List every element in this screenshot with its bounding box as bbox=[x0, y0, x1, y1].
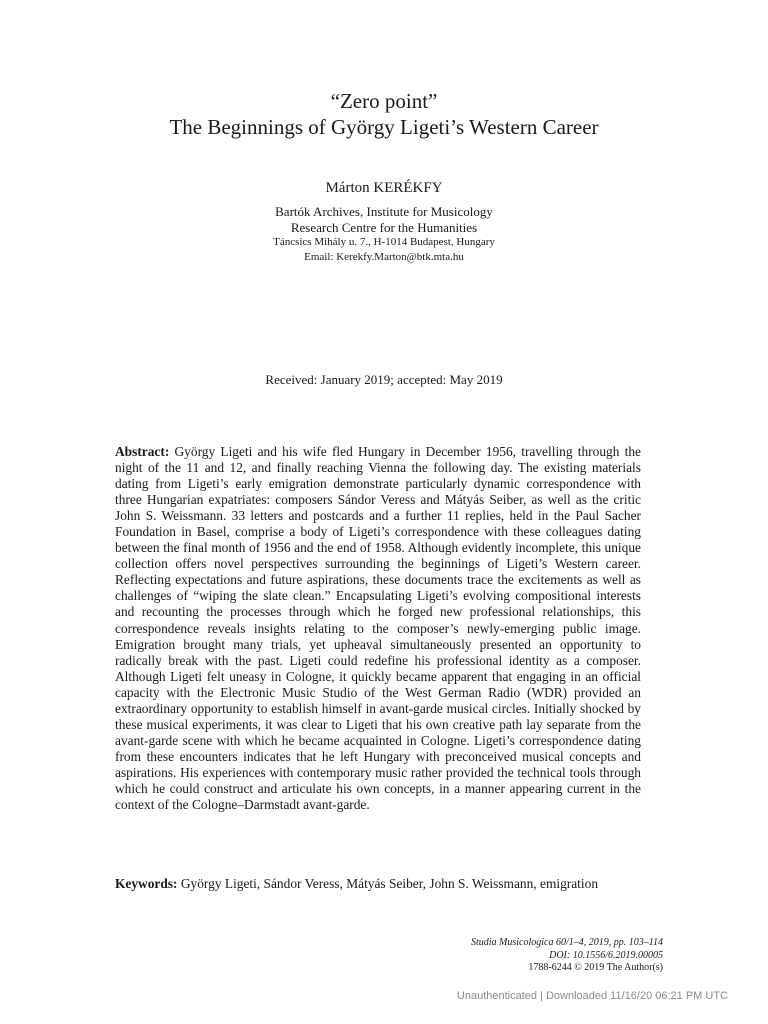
abstract bbox=[115, 444, 641, 813]
abstract-label: Abstract: bbox=[115, 444, 170, 459]
keywords bbox=[115, 875, 641, 892]
author-name: Márton KERÉKFY bbox=[325, 180, 443, 196]
journal-citation: Studia Musicologica 60/1–4, 2019, pp. 103–114 bbox=[470, 937, 663, 948]
doi: DOI: 10.1556/6.2019.00005 bbox=[549, 949, 663, 961]
download-watermark: Unauthenticated | Downloaded 11/16/20 06:21 PM UTC bbox=[456, 990, 728, 1002]
received-accepted-dates: Received: January 2019; accepted: May 2019 bbox=[265, 372, 503, 387]
abstract-text: György Ligeti and his wife fled Hungary in December 1956, travelling through the night of the 11 and 12, and finally reaching Vienna the following day. The existing materials dating from Ligeti’s early emigration demonstrate particularly dynamic correspondence with three Hungarian expatriates: composers Sándor Veress and Mátyás Seiber, as well as the critic John S. Weissmann. 33 letters and postcards and a further 11 replies, held in the Paul Sacher Foundation in Basel, comprise a body of Ligeti’s correspondence with these colleagues dating between the final month of 1956 and the end of 1958. Although evidently incomplete, this unique collection offers novel perspectives surrounding the beginnings of Ligeti’s Western career. Reflecting expectations and future aspirations, these documents trace the excitements as well as challenges of “wiping the slate clean.” Encapsulating Ligeti’s evolving compositional interests and recounting the processes through which he forged new professional relationships, this correspondence reveals insights relating to the composer’s newly-emerging public image. Emigration brought many trials, yet upheaval simultaneously presented an opportunity to radically break with the past. Ligeti could redefine his professional identity as a composer. Although Ligeti felt uneasy in Cologne, it quickly became apparent that engaging in an official capacity with the Electronic Music Studio of the West German Radio (WDR) provided an extraordinary opportunity to establish himself in avant-garde musical circles. Initially shocked by these musical experiments, it was clear to Ligeti that his own creative path lay separate from the avant-garde scene with which he became acquainted in Cologne. Ligeti’s correspondence dating from these encounters indicates that he left Hungary with preconceived musical concepts and aspirations. His experiences with contemporary music rather provided the technical tools through which he could construct and articulate his own concepts, in a manner appearing current in the context of the Cologne–Darmstadt avant-garde. bbox=[115, 444, 641, 813]
title-block bbox=[0, 88, 768, 140]
author-address: Táncsics Mihály u. 7., H-1014 Budapest, Hungary bbox=[273, 236, 495, 248]
article-title-line-1: “Zero point” bbox=[330, 89, 438, 113]
author-affiliation-1: Bartók Archives, Institute for Musicology bbox=[275, 204, 493, 219]
author-email: Email: Kerekfy.Marton@btk.mta.hu bbox=[304, 251, 464, 263]
citation-block bbox=[471, 937, 663, 975]
author-block bbox=[0, 178, 768, 265]
keywords-text: György Ligeti, Sándor Veress, Mátyás Seiber, John S. Weissmann, emigration bbox=[180, 876, 599, 891]
keywords-label: Keywords: bbox=[115, 876, 178, 891]
issn-copyright: 1788-6244 © 2019 The Author(s) bbox=[528, 962, 663, 973]
author-affiliation-2: Research Centre for the Humanities bbox=[290, 219, 478, 235]
article-title-line-2: The Beginnings of György Ligeti’s Western Career bbox=[169, 115, 599, 139]
